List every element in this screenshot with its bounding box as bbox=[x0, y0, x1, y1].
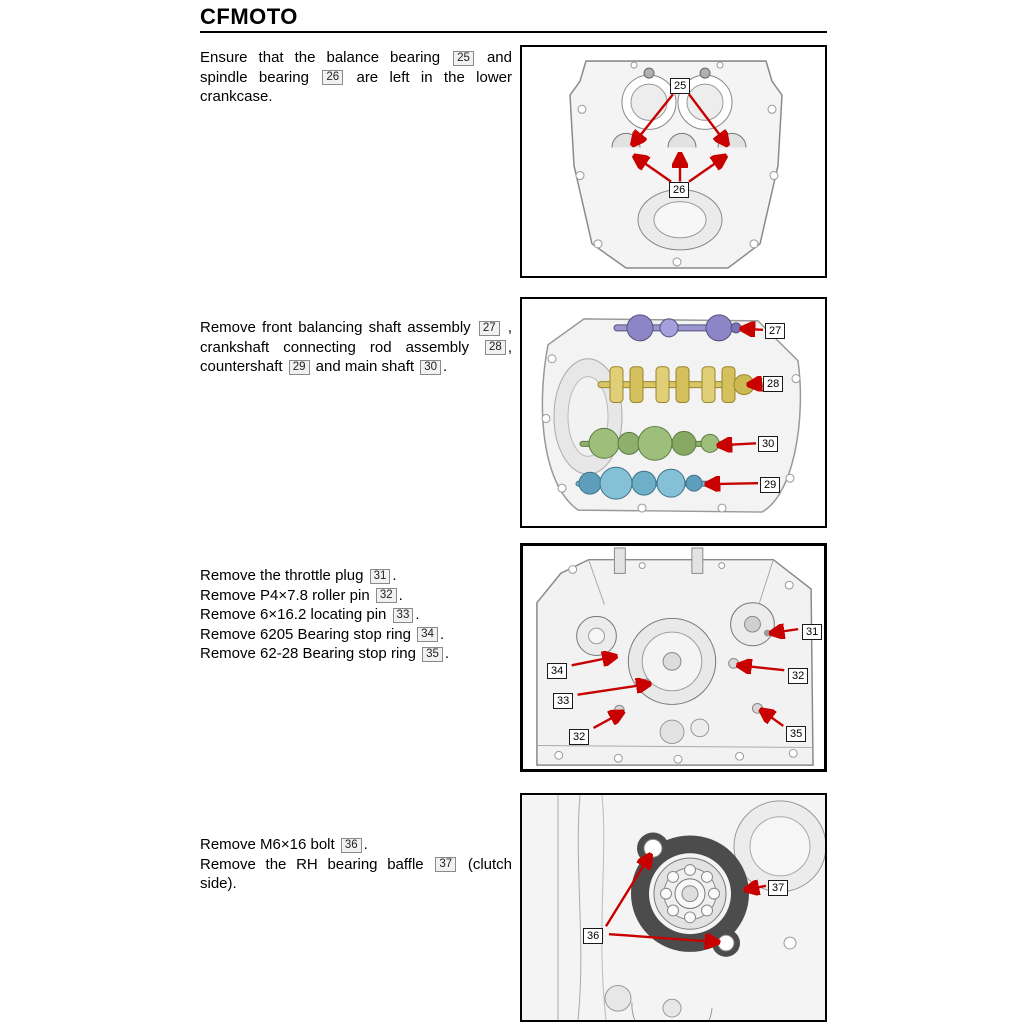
figure-lower-crankcase-bearings bbox=[520, 45, 827, 278]
figure-callout: 30 bbox=[758, 436, 778, 452]
text-run: . bbox=[439, 625, 445, 643]
text-run: and main shaft bbox=[311, 358, 419, 375]
text-run: Remove the throttle plug bbox=[200, 567, 368, 584]
inline-ref-box: 37 bbox=[435, 857, 456, 872]
text-run: Remove front balancing shaft assembly bbox=[200, 319, 477, 336]
instruction-line bbox=[200, 855, 512, 894]
text-run: Remove M6×16 bolt bbox=[200, 836, 339, 853]
instruction-line bbox=[200, 605, 512, 625]
text-run: . bbox=[363, 836, 368, 853]
inline-ref-box: 28 bbox=[485, 340, 506, 355]
text-run: Remove 6205 Bearing stop ring bbox=[200, 625, 416, 643]
text-run: and spindle bearing bbox=[200, 49, 512, 86]
inline-ref-box: 31 bbox=[370, 569, 391, 584]
instruction-paragraph-1 bbox=[200, 48, 512, 107]
instruction-list-4 bbox=[200, 835, 512, 894]
figure-callout: 27 bbox=[765, 323, 785, 339]
text-run: , crankshaft connecting rod assembly bbox=[200, 319, 512, 356]
inline-ref-box: 27 bbox=[479, 321, 500, 336]
instruction-line bbox=[200, 644, 512, 664]
inline-ref-box: 34 bbox=[417, 627, 438, 642]
figure-callout: 28 bbox=[763, 376, 783, 392]
text-run: Remove the RH bearing baffle bbox=[200, 855, 434, 873]
figure-callout: 35 bbox=[786, 726, 806, 742]
inline-ref-box: 26 bbox=[322, 70, 343, 85]
bearing-art bbox=[654, 858, 726, 929]
text-run: Remove P4×7.8 roller pin bbox=[200, 586, 374, 604]
text-run: Remove 62-28 Bearing stop ring bbox=[200, 645, 421, 662]
text-run: , countershaft bbox=[200, 338, 512, 375]
text-run: . bbox=[392, 567, 397, 584]
instruction-line bbox=[200, 835, 512, 855]
text-run: . bbox=[443, 358, 448, 375]
figure-callout: 34 bbox=[547, 663, 567, 679]
text-run: Ensure that the balance bearing bbox=[200, 49, 452, 66]
figure-callout: 31 bbox=[802, 624, 822, 640]
text-run: (clutch side). bbox=[200, 855, 513, 892]
inline-ref-box: 32 bbox=[376, 588, 397, 603]
figure-pins-and-stop-rings bbox=[520, 543, 827, 772]
inline-ref-box: 29 bbox=[289, 360, 310, 375]
header-rule bbox=[200, 31, 827, 33]
figure-shaft-assemblies bbox=[520, 297, 827, 528]
inline-ref-box: 35 bbox=[422, 647, 443, 662]
instruction-line bbox=[200, 586, 512, 606]
instruction-line bbox=[200, 566, 512, 586]
figure-callout: 25 bbox=[670, 78, 690, 94]
text-run: Remove 6×16.2 locating pin bbox=[200, 606, 391, 623]
figure-callout: 26 bbox=[669, 182, 689, 198]
inline-ref-box: 30 bbox=[420, 360, 441, 375]
figure-callout: 29 bbox=[760, 477, 780, 493]
inline-ref-box: 33 bbox=[393, 608, 414, 623]
figure-callout: 32 bbox=[788, 668, 808, 684]
inline-ref-box: 25 bbox=[453, 51, 474, 66]
figure-callout: 36 bbox=[583, 928, 603, 944]
text-run: are left in the lower crankcase. bbox=[200, 68, 512, 105]
brand-logo: CFMOTO bbox=[200, 4, 298, 29]
instruction-line bbox=[200, 625, 512, 645]
text-run: . bbox=[444, 645, 450, 662]
figure-callout: 33 bbox=[553, 693, 573, 709]
inline-ref-box: 36 bbox=[341, 838, 362, 853]
instruction-list-3 bbox=[200, 566, 512, 664]
instruction-paragraph-2 bbox=[200, 318, 512, 377]
text-run: . bbox=[415, 606, 420, 623]
text-run: . bbox=[398, 586, 403, 604]
figure-rh-bearing-baffle bbox=[520, 793, 827, 1022]
figure-callout: 37 bbox=[768, 880, 788, 896]
figure-callout: 32 bbox=[569, 729, 589, 745]
figure-illustration bbox=[522, 795, 825, 1020]
